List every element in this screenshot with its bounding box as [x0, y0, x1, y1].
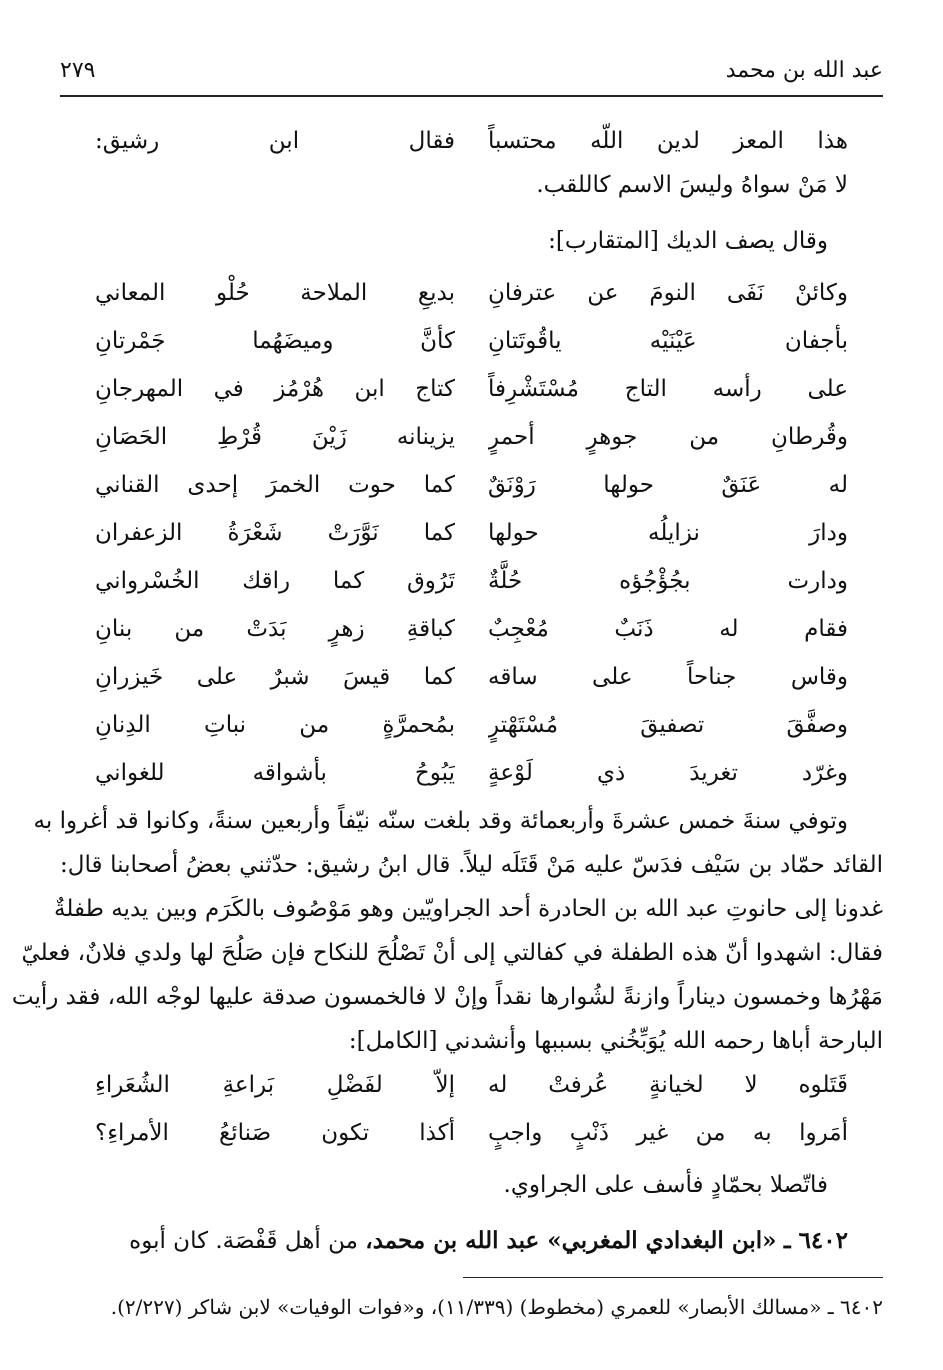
hemistich-right: بأجفان عَيْنَيْه ياقُوتَتانِ	[488, 328, 848, 354]
poem-verse	[95, 1110, 848, 1156]
page-header	[60, 50, 883, 90]
poem-verse	[95, 318, 848, 364]
hemistich-right: وكائنْ نَفَى النومَ عن عترفانِ	[488, 280, 848, 306]
hemistich-left: كأنَّ وميضَهُما جَمْرتانِ	[95, 328, 455, 354]
hemistich-right: وصفَّقَ تصفيقَ مُسْتَهْترٍ	[488, 712, 848, 738]
poem-verse	[95, 510, 848, 556]
hemistich-right: له عَنَقٌ حولها رَوْنَقٌ	[488, 472, 848, 498]
hemistich-right: قَتَلوه لا لخيانةٍ عُرفتْ له	[488, 1072, 848, 1098]
entry-line	[60, 1218, 848, 1264]
hemistich-left: كباقةِ زهرٍ بَدَتْ من بنانِ	[95, 616, 455, 642]
hemistich-left: بديعِ الملاحة حُلْو المعاني	[95, 280, 455, 306]
hemistich-right: أمَروا به من غير ذَنْبٍ واجبٍ	[488, 1120, 848, 1146]
footnote: ٦٤٠٢ ـ «مسالك الأبصار» للعمري (مخطوط) (١١/٣٣٩)، و«فوات الوفيات» لابن شاكر (٢/٢٢٧).	[110, 1295, 883, 1319]
hemistich-left: كما قيسَ شبرٌ على خَيزرانِ	[95, 664, 455, 690]
hemistich-right: ودارت بجُؤْجُؤه حُلَّةٌ	[488, 568, 848, 594]
prose-line: وتوفي سنةَ خمس عشرةَ وأربعمائة وقد بلغت سنّه نيّفاً وأربعين سنةً، وكانوا قد أغروا به	[33, 808, 848, 834]
hemistich-right: فقام له ذَنَبٌ مُعْجِبٌ	[488, 616, 848, 642]
hemistich-left: كما نَوَّرَتْ شَعْرَةُ الزعفران	[95, 520, 455, 546]
poem-intro: وقال يصف الديك [المتقارب]:	[548, 228, 828, 254]
poem-verse	[95, 1062, 848, 1108]
prose-line: البارحة أباها رحمه الله يُوَبِّخُني بسببها وأنشدني [الكامل]:	[348, 1028, 883, 1054]
hemistich-left: إلاّ لفَضْلِ بَراعةِ الشُعَراءِ	[95, 1072, 455, 1098]
hemistich-left: يزينانه زَيْنَ قُرْطِ الحَصَانِ	[95, 424, 455, 450]
poem-verse	[95, 366, 848, 412]
prose-line: مَهْرُها وخمسون ديناراً وازنةً لشُوارها نقداً وإنْ لا فالخمسون صدقة عليها لوجْه الله، فقد رأيت	[11, 984, 883, 1010]
prose-line: فقال: اشهدوا أنّ هذه الطفلة في كفالتي إلى أنْ تَصْلُحَ للنكاح فإن صَلُحَ لها ولدي فلانٌ، فعليّ	[21, 940, 883, 966]
hemistich-left: تَرُوق كما راقك الخُسْرواني	[95, 568, 455, 594]
prose-line: القائد حمّاد بن سَيْف فدَسّ عليه مَنْ قَتَلَه ليلاً. قال ابنُ رشيق: حدّثني بعضُ أصحابنا قال:	[60, 852, 883, 878]
hemistich-right: وقاس جناحاً على ساقه	[488, 664, 848, 690]
poem-verse	[95, 702, 848, 748]
footnote-rule	[463, 1277, 883, 1278]
hemistich-left: يَبُوحُ بأشواقه للغواني	[95, 760, 455, 786]
page-number: ٢٧٩	[60, 58, 96, 83]
poem-verse	[95, 462, 848, 508]
hemistich-right: ودارَ نزايلُه حولها	[488, 520, 848, 546]
poem-verse	[95, 270, 848, 316]
hemistich-right: وغرّد تغريدَ ذي لَوْعةٍ	[488, 760, 848, 786]
text-line: لا مَنْ سواهُ وليسَ الاسم كاللقب.	[536, 172, 848, 198]
poem-verse	[95, 654, 848, 700]
hemistich-right: هذا المعز لدين اللّه محتسباً	[488, 128, 848, 154]
running-head: عبد الله بن محمد	[725, 58, 883, 83]
verse-intro	[95, 118, 848, 164]
prose-line: غدونا إلى حانوتِ عبد الله بن الحادرة أحد الجراويّين وهو مَوْصُوف بالكَرَم وبين يديه طفلةٌ	[54, 896, 883, 922]
poem-verse	[95, 750, 848, 796]
closing-line: فاتّصلا بحمّادٍ فأسف على الجراوي.	[503, 1172, 828, 1198]
hemistich-left: بمُحمرَّةٍ من نباتِ الدِنانِ	[95, 712, 455, 738]
poem-verse	[95, 558, 848, 604]
hemistich-left: كتاج ابن هُرْمُز في المهرجانِ	[95, 376, 455, 402]
entry-heading: «ابن البغدادي المغربي» عبد الله بن محمد،	[365, 1227, 777, 1254]
poem-verse	[95, 414, 848, 460]
entry-text: من أهل قَفْصَة. كان أبوه	[129, 1228, 358, 1254]
header-rule	[60, 95, 883, 97]
hemistich-right: على رأسه التاج مُسْتَشْرِفاً	[488, 376, 848, 402]
hemistich-left: فقال ابن رشيق:	[95, 128, 455, 154]
hemistich-left: كما حوت الخمرَ إحدى القناني	[95, 472, 455, 498]
entry-number: ٦٤٠٢ ـ	[783, 1227, 848, 1254]
hemistich-right: وقُرطانِ من جوهرٍ أحمرٍ	[488, 424, 848, 450]
poem-verse	[95, 606, 848, 652]
hemistich-left: أكذا تكون صَنائعُ الأمراءِ؟	[95, 1120, 455, 1146]
